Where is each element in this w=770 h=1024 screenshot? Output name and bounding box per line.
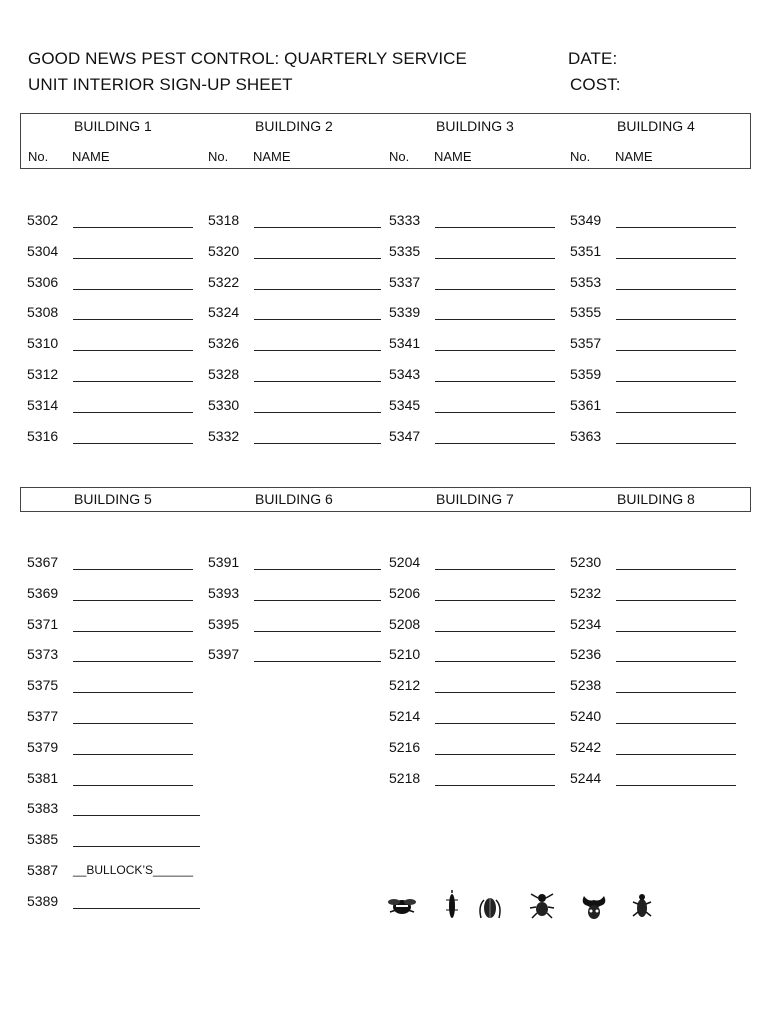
name-entry-line[interactable] (616, 600, 736, 601)
unit-number: 5383 (27, 800, 59, 817)
mosquito-icon (438, 890, 466, 922)
name-entry-line[interactable] (435, 381, 555, 382)
unit-number: 5393 (208, 584, 240, 601)
name-entry-line[interactable] (616, 661, 736, 662)
name-entry-line[interactable] (73, 754, 193, 755)
name-entry-line[interactable] (435, 289, 555, 290)
name-entry-line[interactable] (73, 227, 193, 228)
unit-number: 5385 (27, 831, 59, 848)
name-entry-filled[interactable]: __BULLOCK’S______ (73, 863, 194, 877)
unit-number: 5333 (389, 212, 421, 228)
name-entry-line[interactable] (616, 319, 736, 320)
name-entry-line[interactable] (254, 289, 381, 290)
unit-number: 5318 (208, 212, 240, 228)
name-entry-line[interactable] (435, 785, 555, 786)
name-entry-line[interactable] (254, 350, 381, 351)
unit-number: 5397 (208, 646, 240, 663)
unit-number: 5326 (208, 335, 240, 352)
no-column-label: No. (570, 149, 591, 164)
unit-number: 5320 (208, 242, 240, 259)
unit-number: 5210 (389, 646, 421, 663)
name-entry-line[interactable] (73, 908, 200, 909)
unit-number: 5335 (389, 242, 421, 259)
building-8-heading: BUILDING 8 (617, 491, 695, 507)
name-entry-line[interactable] (616, 692, 736, 693)
name-entry-line[interactable] (254, 412, 381, 413)
unit-number: 5316 (27, 427, 59, 444)
name-entry-line[interactable] (616, 350, 736, 351)
unit-number: 5306 (27, 273, 59, 290)
unit-number: 5369 (27, 584, 59, 601)
cockroach-icon (476, 890, 504, 922)
unit-number: 5238 (570, 677, 602, 694)
date-label: DATE: (568, 49, 618, 68)
building-7-heading: BUILDING 7 (436, 491, 514, 507)
name-entry-line[interactable] (435, 661, 555, 662)
name-entry-line[interactable] (73, 319, 193, 320)
unit-number: 5357 (570, 335, 602, 352)
insect-icons-row (388, 890, 658, 926)
name-entry-line[interactable] (73, 381, 193, 382)
unit-number: 5314 (27, 396, 59, 413)
name-entry-line[interactable] (254, 631, 381, 632)
name-entry-line[interactable] (435, 227, 555, 228)
name-entry-line[interactable] (616, 289, 736, 290)
unit-number: 5371 (27, 615, 59, 632)
name-entry-line[interactable] (254, 227, 381, 228)
name-entry-line[interactable] (73, 723, 193, 724)
unit-number: 5389 (27, 892, 59, 909)
unit-number: 5361 (570, 396, 602, 413)
sheet-title-line2: UNIT INTERIOR SIGN-UP SHEET (28, 75, 293, 94)
unit-number: 5347 (389, 427, 421, 444)
unit-number: 5206 (389, 584, 421, 601)
unit-number: 5312 (27, 366, 59, 382)
sheet-title-line1: GOOD NEWS PEST CONTROL: QUARTERLY SERVICE (28, 49, 467, 68)
building-6-heading: BUILDING 6 (255, 491, 333, 507)
name-entry-line[interactable] (435, 412, 555, 413)
building-2-heading: BUILDING 2 (255, 118, 333, 134)
unit-number: 5379 (27, 738, 59, 755)
name-entry-line[interactable] (616, 723, 736, 724)
building-3-heading: BUILDING 3 (436, 118, 514, 134)
name-entry-line[interactable] (616, 227, 736, 228)
name-entry-line[interactable] (73, 785, 193, 786)
no-column-label: No. (28, 149, 49, 164)
name-entry-line[interactable] (616, 412, 736, 413)
unit-number: 5240 (570, 708, 602, 724)
unit-number: 5234 (570, 615, 602, 632)
unit-number: 5216 (389, 738, 421, 755)
name-entry-line[interactable] (73, 412, 193, 413)
name-entry-line[interactable] (435, 692, 555, 693)
name-column-label: NAME (72, 149, 110, 164)
name-entry-line[interactable] (435, 723, 555, 724)
unit-number: 5302 (27, 212, 59, 228)
name-column-label: NAME (434, 149, 472, 164)
unit-number: 5332 (208, 427, 240, 444)
unit-number: 5230 (570, 554, 602, 570)
name-entry-line[interactable] (73, 443, 193, 444)
name-entry-line[interactable] (435, 350, 555, 351)
unit-number: 5308 (27, 304, 59, 321)
no-column-label: No. (389, 149, 410, 164)
name-entry-line[interactable] (73, 258, 193, 259)
name-entry-line[interactable] (73, 846, 200, 847)
name-entry-line[interactable] (73, 289, 193, 290)
name-entry-line[interactable] (254, 319, 381, 320)
unit-number: 5381 (27, 769, 59, 786)
unit-number: 5395 (208, 615, 240, 632)
unit-number: 5367 (27, 554, 59, 570)
unit-number: 5244 (570, 769, 602, 786)
unit-number: 5341 (389, 335, 421, 352)
bee-icon (388, 890, 416, 922)
unit-number: 5391 (208, 554, 240, 570)
unit-number: 5328 (208, 366, 240, 382)
name-entry-line[interactable] (254, 569, 381, 570)
name-entry-line[interactable] (254, 661, 381, 662)
cost-label: COST: (570, 75, 621, 94)
name-entry-line[interactable] (435, 754, 555, 755)
unit-number: 5339 (389, 304, 421, 321)
spider-icon (580, 890, 608, 922)
name-entry-line[interactable] (616, 785, 736, 786)
unit-number: 5236 (570, 646, 602, 663)
unit-number: 5204 (389, 554, 421, 570)
unit-number: 5359 (570, 366, 602, 382)
unit-number: 5375 (27, 677, 59, 694)
name-entry-line[interactable] (616, 381, 736, 382)
name-entry-line[interactable] (616, 569, 736, 570)
unit-number: 5218 (389, 769, 421, 786)
name-entry-line[interactable] (435, 631, 555, 632)
unit-number: 5208 (389, 615, 421, 632)
unit-number: 5337 (389, 273, 421, 290)
building-4-heading: BUILDING 4 (617, 118, 695, 134)
unit-number: 5304 (27, 242, 59, 259)
ant-icon (528, 890, 556, 922)
unit-number: 5214 (389, 708, 421, 724)
unit-number: 5355 (570, 304, 602, 321)
name-entry-line[interactable] (435, 319, 555, 320)
unit-number: 5345 (389, 396, 421, 413)
building-1-heading: BUILDING 1 (74, 118, 152, 134)
name-entry-line[interactable] (254, 443, 381, 444)
unit-number: 5310 (27, 335, 59, 352)
unit-number: 5373 (27, 646, 59, 663)
no-column-label: No. (208, 149, 229, 164)
name-entry-line[interactable] (435, 600, 555, 601)
name-entry-line[interactable] (616, 443, 736, 444)
unit-number: 5353 (570, 273, 602, 290)
name-entry-line[interactable] (616, 258, 736, 259)
name-entry-line[interactable] (254, 258, 381, 259)
unit-number: 5324 (208, 304, 240, 321)
unit-number: 5212 (389, 677, 421, 694)
unit-number: 5322 (208, 273, 240, 290)
unit-number: 5363 (570, 427, 602, 444)
unit-number: 5232 (570, 584, 602, 601)
unit-number: 5377 (27, 708, 59, 724)
building-5-heading: BUILDING 5 (74, 491, 152, 507)
name-entry-line[interactable] (254, 381, 381, 382)
name-entry-line[interactable] (73, 350, 193, 351)
unit-number: 5330 (208, 396, 240, 413)
name-entry-line[interactable] (73, 661, 193, 662)
name-entry-line[interactable] (73, 569, 193, 570)
unit-number: 5351 (570, 242, 602, 259)
name-entry-line[interactable] (435, 569, 555, 570)
name-entry-line[interactable] (73, 600, 193, 601)
name-entry-line[interactable] (254, 600, 381, 601)
unit-number: 5242 (570, 738, 602, 755)
name-entry-line[interactable] (73, 815, 200, 816)
unit-number: 5349 (570, 212, 602, 228)
name-entry-line[interactable] (616, 631, 736, 632)
fly-icon (628, 890, 656, 922)
unit-number: 5387 (27, 862, 59, 878)
name-column-label: NAME (615, 149, 653, 164)
name-entry-line[interactable] (73, 692, 193, 693)
unit-number: 5343 (389, 366, 421, 382)
name-entry-line[interactable] (435, 443, 555, 444)
name-entry-line[interactable] (435, 258, 555, 259)
name-entry-line[interactable] (616, 754, 736, 755)
name-column-label: NAME (253, 149, 291, 164)
name-entry-line[interactable] (73, 631, 193, 632)
